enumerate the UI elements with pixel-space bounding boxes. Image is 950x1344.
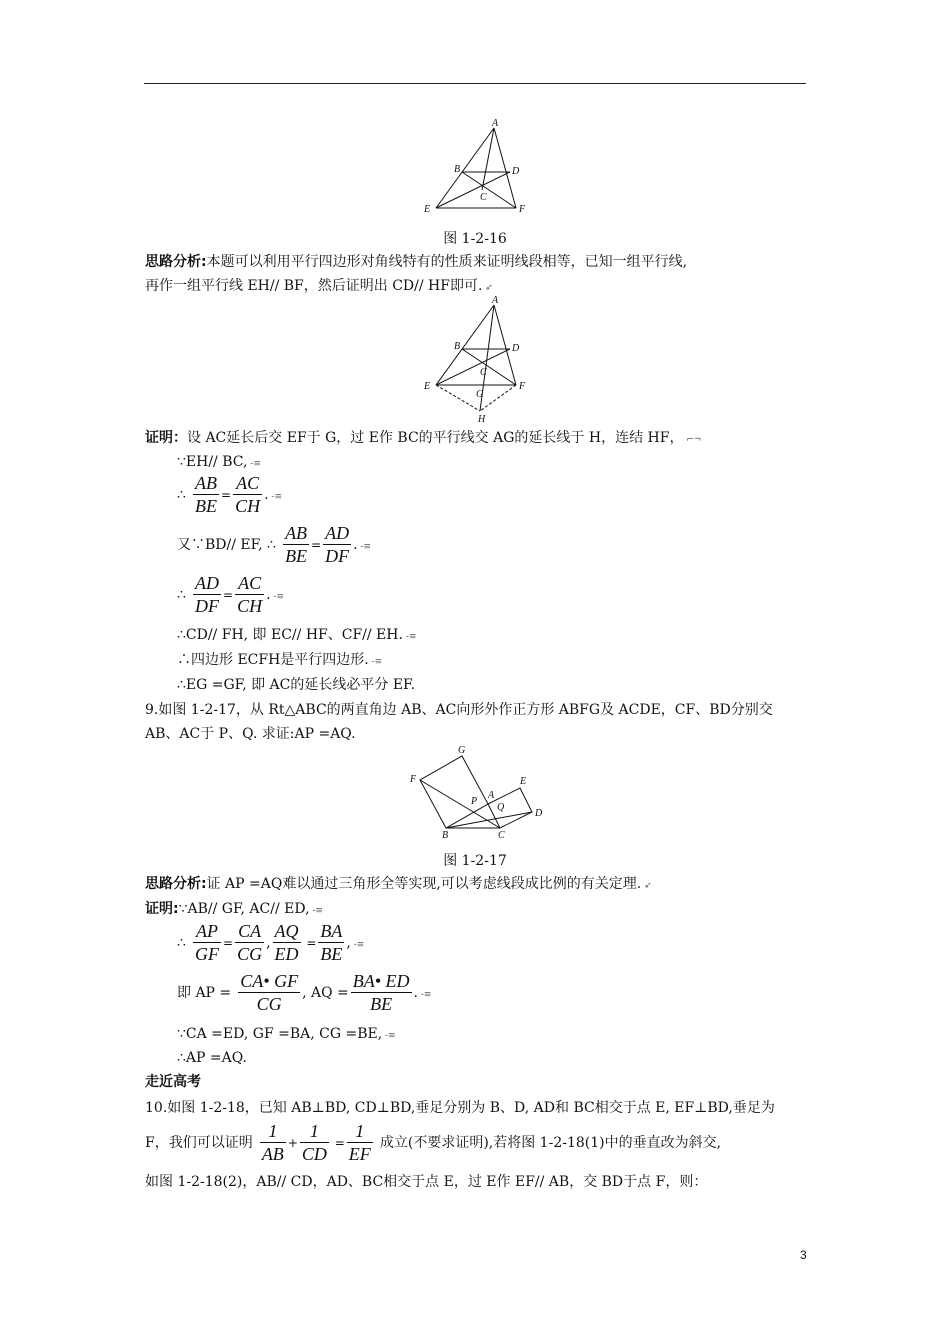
numerator: AQ bbox=[274, 921, 299, 941]
figure-1-2-16-construction bbox=[418, 295, 538, 425]
denominator: CH bbox=[237, 596, 263, 616]
label-G: G bbox=[458, 745, 466, 756]
label-G: G bbox=[476, 389, 484, 400]
denominator: GF bbox=[195, 944, 220, 964]
line-suffix: 成立(不要求证明),若将图 1-2-18(1)中的垂直改为斜交, bbox=[379, 1135, 722, 1151]
page-number: 3 bbox=[800, 1248, 807, 1262]
label-A: A bbox=[492, 118, 499, 129]
denominator: BE bbox=[320, 944, 343, 964]
numerator: BA• ED bbox=[352, 971, 410, 991]
mark-icon: -≡ bbox=[382, 1031, 396, 1041]
numerator: AB bbox=[285, 523, 308, 543]
numerator: AC bbox=[235, 572, 264, 595]
proof-step: ∴四边形 ECFH是平行四边形. bbox=[177, 652, 369, 668]
fraction bbox=[233, 472, 262, 517]
label-D: D bbox=[512, 166, 520, 177]
figure-caption: 图 1-2-17 bbox=[443, 853, 507, 869]
numerator: CA bbox=[235, 920, 264, 943]
label-F: F bbox=[410, 774, 417, 785]
proof-step: ∵CA =ED, GF =BA, CG =BE, bbox=[177, 1026, 383, 1042]
mark-icon: -≡ bbox=[268, 492, 282, 502]
bracket-mark-icon: ⌐¬ bbox=[683, 435, 702, 445]
label-A: A bbox=[492, 295, 499, 306]
label-E: E bbox=[520, 776, 527, 787]
header-rule bbox=[144, 83, 806, 84]
label-B: B bbox=[454, 164, 461, 175]
proof-1-step7 bbox=[177, 675, 415, 695]
mark-icon: -≡ bbox=[350, 940, 365, 950]
equals-sign: = bbox=[311, 538, 322, 552]
equals-sign: = bbox=[221, 488, 232, 502]
step-prefix: 即 AP = bbox=[177, 985, 232, 1001]
equals-sign: = bbox=[223, 936, 234, 950]
line-prefix: F，我们可以证明 bbox=[145, 1135, 253, 1151]
analysis-text: 再作一组平行线 EH// BF，然后证明出 CD// HF即可. bbox=[145, 278, 483, 294]
fraction bbox=[283, 522, 309, 567]
proof-text: 设 AC延长后交 EF于 G，过 E作 BC的平行线交 AG的延长线于 H，连结 HF， bbox=[187, 430, 684, 446]
denominator: BE bbox=[285, 546, 308, 566]
problem-9-line1: 9.如图 1-2-17，从 Rt△ABC的两直角边 AB、AC向形外作正方形 ABFG及 ACDE，CF、BD分别交 bbox=[145, 702, 773, 718]
fraction bbox=[235, 920, 264, 965]
fraction bbox=[347, 1120, 373, 1165]
proof-1-step6 bbox=[177, 650, 382, 672]
denominator: CG bbox=[256, 994, 282, 1014]
label-B: B bbox=[454, 341, 461, 352]
fraction bbox=[260, 1120, 286, 1165]
section-title: 走近高考 bbox=[145, 1074, 201, 1090]
label-C: C bbox=[480, 367, 487, 378]
fraction bbox=[235, 572, 264, 617]
proof-1-step4: ∴ $\frac{AD}{DF}$ = $\frac{AC}{CH}$ . -≡ bbox=[177, 573, 284, 616]
analysis-text: 证 AP =AQ难以通过三角形全等实现,可以考虑线段成比例的有关定理. bbox=[206, 876, 642, 892]
mark-icon: -≡ bbox=[368, 657, 383, 667]
equals-sign: = bbox=[302, 936, 317, 950]
proof-step: ∵AB// GF, AC// ED, bbox=[178, 901, 310, 917]
step-prefix: ∴ bbox=[177, 587, 186, 603]
problem-10-line3: 如图 1-2-18(2)，AB// CD，AD、BC相交于点 E，过 E作 EF// AB，交 BD于点 F，则： bbox=[145, 1174, 708, 1190]
analysis-title: 思路分析: bbox=[145, 254, 207, 270]
proof-title: 证明： bbox=[145, 430, 187, 446]
proof-1-step5 bbox=[177, 625, 416, 647]
label-D: D bbox=[535, 808, 543, 819]
fraction bbox=[193, 920, 221, 965]
equals-sign: = bbox=[223, 588, 234, 602]
denominator: DF bbox=[195, 596, 220, 616]
label-Q: Q bbox=[497, 802, 505, 813]
label-B: B bbox=[442, 830, 449, 841]
label-F: F bbox=[519, 204, 526, 215]
problem-10-line1: 10.如图 1-2-18，已知 AB⊥BD, CD⊥BD,垂足分别为 B、D, AD和 BC相交于点 E, EF⊥BD,垂足为 bbox=[145, 1100, 775, 1116]
analysis-text: 本题可以利用平行四边形对角线特有的性质来证明线段相等，已知一组平行线, bbox=[206, 254, 688, 270]
analysis-1-line1 bbox=[145, 252, 687, 272]
label-H: H bbox=[478, 414, 486, 425]
analysis-title: 思路分析: bbox=[145, 876, 207, 892]
step-prefix: 又∵BD// EF, ∴ bbox=[177, 537, 276, 553]
numerator: 1 bbox=[260, 1120, 286, 1143]
label-C: C bbox=[480, 192, 487, 203]
figure-1-2-16 bbox=[418, 118, 538, 218]
denominator: AB bbox=[261, 1144, 284, 1164]
proof-1-step1 bbox=[177, 452, 261, 474]
scroll-mark-icon: ➶ bbox=[641, 881, 652, 891]
equals-sign: = bbox=[330, 1136, 345, 1150]
problem-9-line2: AB、AC于 P、Q. 求证:AP =AQ. bbox=[145, 726, 356, 742]
label-D: D bbox=[512, 343, 520, 354]
step-prefix: ∴ bbox=[177, 935, 186, 951]
label-A: A bbox=[488, 790, 495, 801]
denominator: ED bbox=[274, 944, 299, 964]
label-E: E bbox=[424, 381, 431, 392]
proof-2-step1 bbox=[145, 899, 323, 921]
denominator: DF bbox=[325, 546, 350, 566]
label-P: P bbox=[471, 796, 478, 807]
proof-step: ∴EG =GF, 即 AC的延长线必平分 EF. bbox=[177, 677, 416, 693]
step-prefix: ∴ bbox=[177, 487, 186, 503]
proof-1-step3: 又∵BD// EF, ∴ $\frac{AB}{BE}$ = $\frac{AD}{DF}$ . -≡ bbox=[177, 523, 372, 566]
mark-icon: -≡ bbox=[417, 990, 432, 1000]
numerator: 1 bbox=[300, 1120, 329, 1143]
numerator: AB bbox=[195, 473, 218, 493]
numerator: AC bbox=[233, 472, 262, 495]
numerator: 1 bbox=[347, 1120, 373, 1143]
problem-10-line2 bbox=[145, 1120, 721, 1165]
mark-icon: -≡ bbox=[270, 592, 284, 602]
label-E: E bbox=[424, 204, 431, 215]
figure-caption: 图 1-2-16 bbox=[443, 231, 507, 247]
fraction bbox=[323, 522, 351, 567]
numerator: AD bbox=[195, 573, 220, 593]
proof-2-step4 bbox=[177, 1024, 396, 1046]
fraction bbox=[193, 572, 221, 617]
fraction bbox=[300, 1120, 329, 1165]
proof-2-step3: 即 AP = $\frac{CA• GF}{CG}$ , AQ = $\frac{BA• ED}{BE}$ . -≡ bbox=[177, 971, 432, 1014]
step-middle: , AQ = bbox=[302, 985, 349, 1001]
label-C: C bbox=[498, 830, 505, 841]
denominator: EF bbox=[348, 1144, 371, 1164]
fraction bbox=[273, 920, 301, 965]
proof-title: 证明: bbox=[145, 901, 179, 917]
mark-icon: -≡ bbox=[247, 459, 261, 469]
mark-icon: -≡ bbox=[357, 542, 372, 552]
numerator: CA• GF bbox=[240, 971, 299, 991]
denominator: BE bbox=[195, 496, 218, 516]
proof-step: ∴CD// FH, 即 EC// HF、CF// EH. bbox=[177, 627, 403, 643]
fraction bbox=[318, 920, 344, 965]
proof-step: ∵EH// BC, bbox=[177, 454, 248, 470]
mark-icon: -≡ bbox=[309, 906, 323, 916]
denominator: CG bbox=[237, 944, 263, 964]
proof-1-intro bbox=[145, 428, 701, 450]
proof-2-step5: ∴AP =AQ. bbox=[177, 1050, 247, 1066]
fraction bbox=[238, 970, 300, 1015]
fraction bbox=[351, 970, 412, 1015]
proof-1-step2: ∴ $\frac{AB}{BE}$ = $\frac{AC}{CH}$ . -≡ bbox=[177, 473, 282, 516]
label-F: F bbox=[519, 381, 526, 392]
denominator: CH bbox=[235, 496, 261, 516]
plus-sign: + bbox=[287, 1136, 298, 1150]
analysis-2 bbox=[145, 874, 652, 896]
numerator: BA bbox=[320, 921, 343, 941]
denominator: BE bbox=[370, 994, 393, 1014]
numerator: AD bbox=[325, 523, 350, 543]
mark-icon: -≡ bbox=[402, 632, 417, 642]
numerator: AP bbox=[193, 920, 221, 943]
scroll-mark-icon: ➶ bbox=[482, 283, 493, 293]
proof-2-step2: ∴ $\frac{AP}{GF}$ = $\frac{CA}{CG}$ , $\frac{AQ}{ED}$ = $\frac{BA}{BE}$ , -≡ bbox=[177, 921, 365, 964]
denominator: CD bbox=[301, 1144, 327, 1164]
figure-1-2-17 bbox=[408, 742, 548, 842]
fraction bbox=[193, 472, 219, 517]
